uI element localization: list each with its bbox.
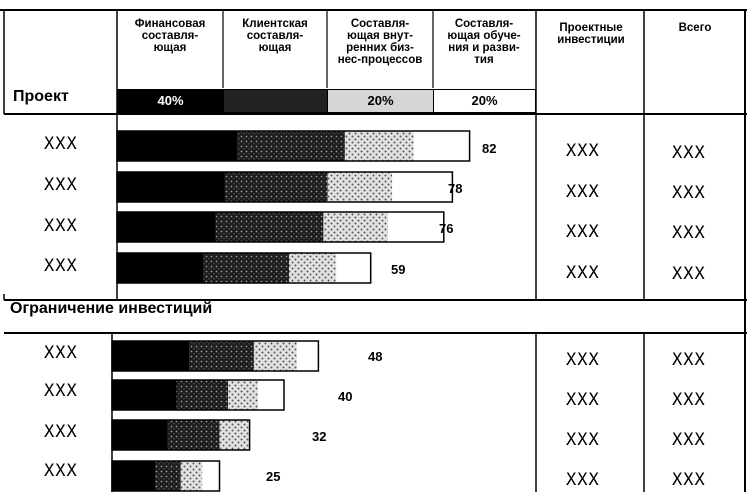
investment-value: XXX (566, 390, 600, 410)
bar-segment-process (220, 420, 250, 450)
bar-segment-financial (112, 341, 189, 371)
bar-segment-learning (388, 212, 444, 242)
total-value: XXX (672, 390, 706, 410)
total-value: XXX (672, 430, 706, 450)
weight-internal-processes: 20% (327, 89, 434, 113)
project-name: XXX (44, 256, 78, 276)
score-label: 40 (338, 389, 353, 404)
score-label: 48 (368, 349, 383, 364)
bar-segment-client (177, 380, 229, 410)
bar-segment-financial (112, 380, 177, 410)
total-value: XXX (672, 350, 706, 370)
bar-segment-learning (414, 131, 470, 161)
project-name: XXX (44, 175, 78, 195)
total-value: XXX (672, 183, 706, 203)
bar-segment-financial (117, 212, 216, 242)
bar-segment-financial (112, 420, 168, 450)
weight-learning-growth: 20% (433, 89, 536, 113)
bar-segment-client (155, 461, 181, 491)
investment-value: XXX (566, 182, 600, 202)
score-label: 32 (312, 429, 327, 444)
bar-segment-learning (202, 461, 219, 491)
project-name: XXX (44, 134, 78, 154)
bar-segment-learning (297, 341, 319, 371)
header-financial: Финансовая составля- ющая (134, 18, 206, 54)
bar-segment-process (328, 172, 393, 202)
header-learning-growth: Составля- ющая обуче- ния и разви- тия (447, 18, 521, 66)
bar-segment-financial (112, 461, 155, 491)
investment-value: XXX (566, 470, 600, 490)
total-value: XXX (672, 143, 706, 163)
score-label: 82 (482, 141, 497, 156)
score-label: 59 (391, 262, 406, 277)
bar-segment-learning (258, 380, 284, 410)
bar-segment-financial (117, 253, 203, 283)
score-label: 76 (439, 221, 454, 236)
bar-segment-process (289, 253, 336, 283)
bar-segment-process (254, 341, 297, 371)
investment-value: XXX (566, 430, 600, 450)
header-client: Клиентская составля- ющая (242, 18, 308, 54)
bar-segment-client (189, 341, 254, 371)
score-label: 78 (448, 181, 463, 196)
investment-value: XXX (566, 350, 600, 370)
bar-segment-learning (392, 172, 452, 202)
score-label: 25 (266, 469, 281, 484)
weight-client (223, 89, 328, 113)
weight-financial: 40% (117, 89, 224, 113)
header-internal-processes: Составля- ющая внут- ренних биз- нес-процессов (337, 18, 423, 66)
bar-segment-learning (336, 253, 370, 283)
bar-segment-client (225, 172, 328, 202)
header-project-investments: Проектные инвестиции (557, 22, 625, 46)
bar-segment-financial (117, 131, 237, 161)
project-name: XXX (44, 422, 78, 442)
investment-value: XXX (566, 222, 600, 242)
project-column-label: Проект (13, 88, 69, 105)
bar-segment-process (228, 380, 258, 410)
bar-segment-process (345, 131, 414, 161)
total-value: XXX (672, 223, 706, 243)
header-total: Всего (678, 22, 712, 34)
investment-value: XXX (566, 141, 600, 161)
project-name: XXX (44, 216, 78, 236)
bar-segment-client (216, 212, 324, 242)
bar-segment-client (168, 420, 220, 450)
project-name: XXX (44, 461, 78, 481)
project-name: XXX (44, 381, 78, 401)
bar-segment-process (323, 212, 388, 242)
bar-segment-client (237, 131, 345, 161)
section-investment-limit: Ограничение инвестиций (10, 300, 213, 317)
investment-value: XXX (566, 263, 600, 283)
total-value: XXX (672, 470, 706, 490)
bar-segment-financial (117, 172, 225, 202)
total-value: XXX (672, 264, 706, 284)
bar-segment-process (181, 461, 203, 491)
project-name: XXX (44, 343, 78, 363)
bar-segment-client (203, 253, 289, 283)
